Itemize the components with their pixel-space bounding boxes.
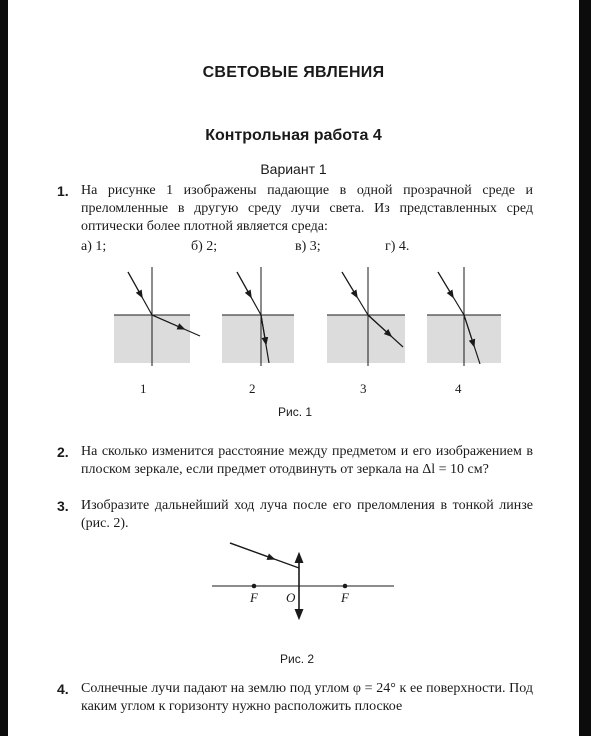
- answer-option-a: а) 1;: [81, 239, 107, 254]
- focus-label-left: F: [250, 590, 258, 605]
- question-3: [57, 497, 533, 533]
- question-2: [57, 443, 533, 479]
- figure-2-caption: Рис. 2: [280, 652, 315, 666]
- refraction-panel-2: [222, 267, 294, 366]
- question-number: 2.: [57, 444, 69, 460]
- answer-option-b: б) 2;: [191, 239, 218, 254]
- figure-1-caption: Рис. 1: [278, 405, 313, 419]
- answer-option-d: г) 4.: [385, 239, 410, 254]
- focus-point-left: [252, 584, 257, 589]
- refraction-panel-4: [427, 267, 501, 366]
- refraction-panel-1: [114, 267, 200, 366]
- window-frame-left: [0, 0, 8, 736]
- figure-1-refraction-diagrams: [106, 262, 506, 372]
- figure-2-lens-diagram: [208, 538, 398, 638]
- question-text: На рисунке 1 изображены падающие в одной прозрачной среде и преломленные в другую среду лучи света. Из представленных сред оптически более плотной является среда:: [81, 183, 533, 234]
- figure-1-panel-number: 4: [455, 381, 462, 396]
- answer-option-c: в) 3;: [295, 239, 321, 254]
- lens-center-label: O: [286, 590, 296, 605]
- question-number: 4.: [57, 681, 69, 697]
- question-text: Изобразите дальнейший ход луча после его преломления в тонкой линзе (рис. 2).: [81, 498, 533, 531]
- work-title: Контрольная работа 4: [205, 127, 382, 144]
- question-number: 3.: [57, 498, 69, 514]
- figure-1-panel-number: 1: [140, 381, 147, 396]
- question-text: Солнечные лучи падают на землю под углом φ = 24° к ее поверхности. Под каким углом к горизонту нужно расположить плоское: [81, 681, 533, 714]
- focus-point-right: [343, 584, 348, 589]
- document-page: [8, 0, 579, 736]
- window-frame-right: [579, 0, 591, 736]
- variant-label: Вариант 1: [260, 161, 327, 177]
- focus-label-right: F: [341, 590, 349, 605]
- figure-1-panel-number: 2: [249, 381, 256, 396]
- medium-block: [327, 315, 405, 363]
- question-text: На сколько изменится расстояние между предметом и его изображением в плоском зеркале, если предмет отодвинуть от зеркала на Δl = 10 см?: [81, 444, 533, 477]
- medium-block: [222, 315, 294, 363]
- question-number: 1.: [57, 183, 69, 199]
- question-1: [57, 182, 533, 236]
- question-4: [57, 680, 533, 716]
- section-title: СВЕТОВЫЕ ЯВЛЕНИЯ: [202, 64, 385, 81]
- refraction-panel-3: [327, 267, 405, 366]
- figure-1-panel-number: 3: [360, 381, 367, 396]
